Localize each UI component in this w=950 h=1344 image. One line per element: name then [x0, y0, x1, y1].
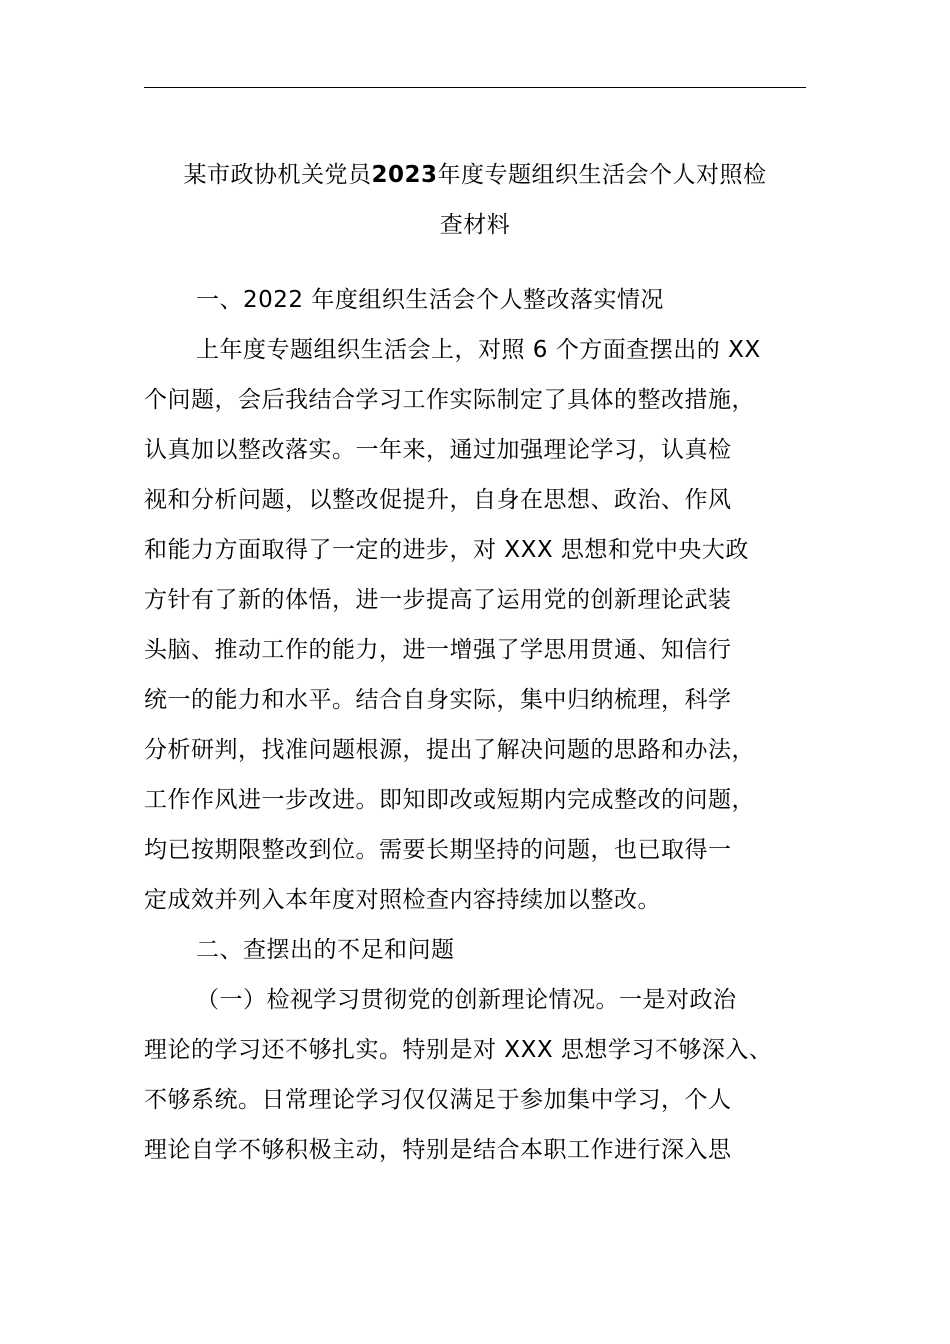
- document-body: [144, 275, 806, 1175]
- paragraph-line: （一）检视学习贯彻党的创新理论情况。一是对政治: [196, 987, 737, 1013]
- paragraph-line: 方针有了新的体悟，进一步提高了运用党的创新理论武装: [144, 587, 732, 613]
- paragraph-line: 分析研判，找准问题根源，提出了解决问题的思路和办法，: [144, 737, 755, 763]
- paragraph-line: 认真加以整改落实。一年来，通过加强理论学习，认真检: [144, 437, 732, 463]
- title-line-1: [144, 150, 806, 200]
- paragraph-line: 理论的学习还不够扎实。特别是对 XXX 思想学习不够深入、: [144, 1037, 773, 1063]
- paragraph-line: 上年度专题组织生活会上，对照 6 个方面查摆出的 XX: [196, 337, 761, 363]
- paragraph-line: 定成效并列入本年度对照检查内容持续加以整改。: [144, 887, 661, 913]
- paragraph-line: 不够系统。日常理论学习仅仅满足于参加集中学习，个人: [144, 1087, 732, 1113]
- title-year: 2023: [371, 162, 438, 188]
- paragraph-line: 个问题，会后我结合学习工作实际制定了具体的整改措施，: [144, 387, 755, 413]
- title-line-2: 查材料: [439, 212, 511, 238]
- paragraph-line: 视和分析问题，以整改促提升，自身在思想、政治、作风: [144, 487, 732, 513]
- paragraph-line: 和能力方面取得了一定的进步，对 XXX 思想和党中央大政: [144, 537, 749, 563]
- header-rule: [144, 87, 806, 88]
- title-prefix: 某市政协机关党员: [183, 162, 372, 188]
- document-title: [144, 150, 806, 250]
- paragraph-line: 工作作风进一步改进。即知即改或短期内完成整改的问题，: [144, 787, 755, 813]
- paragraph-line: 理论自学不够积极主动，特别是结合本职工作进行深入思: [144, 1137, 732, 1163]
- paragraph-line: 头脑、推动工作的能力，进一增强了学思用贯通、知信行: [144, 637, 732, 663]
- paragraph-line: 均已按期限整改到位。需要长期坚持的问题，也已取得一: [144, 837, 732, 863]
- section-heading-1: 一、2022 年度组织生活会个人整改落实情况: [196, 287, 664, 313]
- paragraph-line: 统一的能力和水平。结合自身实际，集中归纳梳理，科学: [144, 687, 732, 713]
- section-heading-2: 二、查摆出的不足和问题: [196, 937, 455, 963]
- title-suffix: 年度专题组织生活会个人对照检: [437, 162, 767, 188]
